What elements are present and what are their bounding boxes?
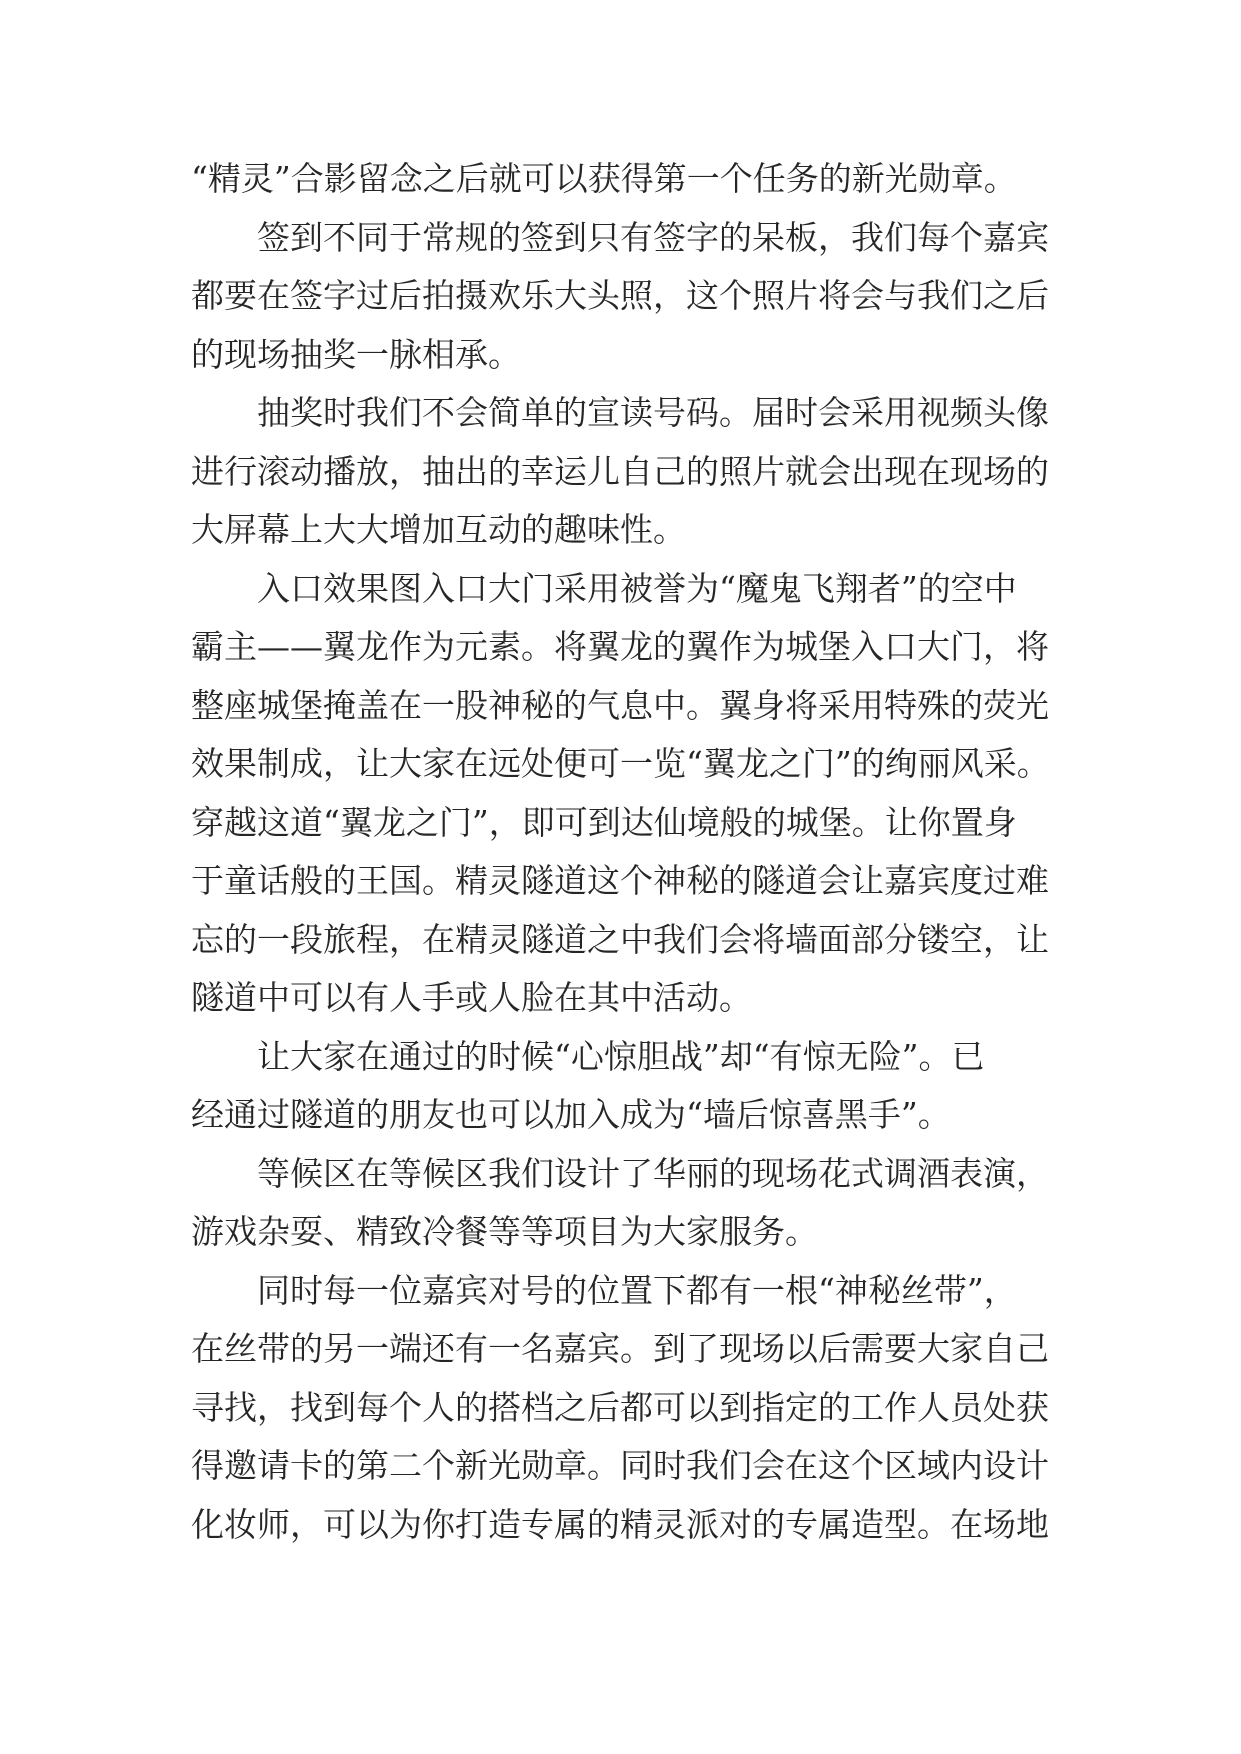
- text-line: 签到不同于常规的签到只有签字的呆板，我们每个嘉宾: [257, 217, 1049, 257]
- text-line: 大屏幕上大大增加互动的趣味性。: [191, 510, 686, 549]
- text-line: 霸主——翼龙作为元素。将翼龙的翼作为城堡入口大门，将: [191, 627, 1049, 666]
- text-line: 隧道中可以有人手或人脸在其中活动。: [191, 978, 752, 1017]
- text-line: 抽奖时我们不会简单的宣读号码。届时会采用视频头像: [257, 393, 1049, 432]
- text-line: 经通过隧道的朋友也可以加入成为“墙后惊喜黑手”。: [191, 1095, 951, 1134]
- text-line: 穿越这道“翼龙之门”，即可到达仙境般的城堡。让你置身: [191, 802, 1017, 842]
- text-line: 让大家在通过的时候“心惊胆战”却“有惊无险”。已: [257, 1036, 985, 1076]
- text-line: 等候区在等候区我们设计了华丽的现场花式调酒表演，: [257, 1153, 1049, 1193]
- text-line: 的现场抽奖一脉相承。: [191, 334, 521, 374]
- text-line: 同时每一位嘉宾对号的位置下都有一根“神秘丝带”，: [257, 1270, 1017, 1310]
- text-line: “精灵”合影留念之后就可以获得第一个任务的新光勋章。: [191, 159, 1017, 198]
- text-line: 整座城堡掩盖在一股神秘的气息中。翼身将采用特殊的荧光: [191, 685, 1049, 725]
- text-line: 寻找，找到每个人的搭档之后都可以到指定的工作人员处获: [191, 1387, 1049, 1427]
- text-line: 化妆师，可以为你打造专属的精灵派对的专属造型。在场地: [191, 1504, 1049, 1544]
- text-line: 游戏杂耍、精致冷餐等等项目为大家服务。: [191, 1212, 818, 1251]
- text-line: 入口效果图入口大门采用被誉为“魔鬼飞翔者”的空中: [257, 568, 1017, 608]
- text-line: 于童话般的王国。精灵隧道这个神秘的隧道会让嘉宾度过难: [191, 861, 1049, 900]
- text-line: 得邀请卡的第二个新光勋章。同时我们会在这个区域内设计: [191, 1446, 1049, 1485]
- text-line: 忘的一段旅程，在精灵隧道之中我们会将墙面部分镂空，让: [191, 919, 1049, 959]
- text-line: 效果制成，让大家在远处便可一览“翼龙之门”的绚丽风采。: [191, 744, 1050, 783]
- text-line: 进行滚动播放，抽出的幸运儿自己的照片就会出现在现场的: [191, 451, 1049, 491]
- text-line: 都要在签字过后拍摄欢乐大头照，这个照片将会与我们之后: [191, 276, 1049, 315]
- body-text: [191, 150, 1056, 1554]
- text-line: 在丝带的另一端还有一名嘉宾。到了现场以后需要大家自己: [191, 1329, 1049, 1368]
